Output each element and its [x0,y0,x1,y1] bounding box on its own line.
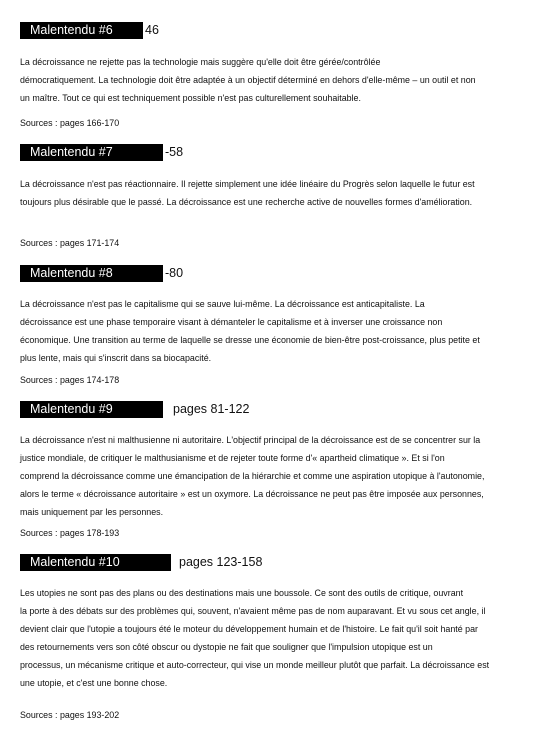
section-sources: Sources : pages 193-202 [20,710,120,720]
section-pages: pages 81-122 [173,402,250,416]
paragraph-line: La décroissance n'est pas réactionnaire. Il rejette simplement une idée linéaire du Progrès selon laquelle le futur est [20,179,475,189]
paragraph-line: comprend la décroissance comme une émancipation de la hiérarchie et comme une aspiration utopique à l'autonomie, [20,471,485,481]
paragraph-line: une utopie, et c'est une bonne chose. [20,678,168,688]
paragraph-line: plus lente, mais qui s'inscrit dans sa biocapacité. [20,353,212,363]
section-sources: Sources : pages 171-174 [20,238,120,248]
section-paragraph [20,584,535,692]
paragraph-line: économique. Une transition au terme de laquelle se dresse une économie de bien-être post-croissance, plus petite et [20,335,480,345]
paragraph-line: la porte à des débats sur des problèmes qui, souvent, n'avaient même pas de nom auparavant. Et vu sous cet angle, il [20,606,486,616]
section-title: Malentendu #7 [20,144,163,161]
section-header [20,554,262,571]
section-sources: Sources : pages 174-178 [20,375,120,385]
paragraph-line: Les utopies ne sont pas des plans ou des destinations mais une boussole. Ce sont des outils de critique, ouvrant [20,588,464,598]
section-sources: Sources : pages 178-193 [20,528,120,538]
paragraph-line: un maître. Tout ce qui est techniquement possible n'est pas culturellement souhaitable. [20,93,361,103]
section-pages: pages 123-158 [179,555,263,569]
paragraph-line: devient clair que l'utopie a toujours été le moteur du développement humain et de l'histoire. Le fait qu'il soit hanté par [20,624,478,634]
paragraph-line: mais uniquement par les personnes. [20,507,164,517]
section-paragraph [20,175,535,211]
paragraph-line: La décroissance n'est pas le capitalisme qui se sauve lui-même. La décroissance est anticapitaliste. La [20,299,425,309]
paragraph-line: des retournements vers son côté obscur ou dystopie ne fait que souligner que l'impulsion utopique est un [20,642,433,652]
paragraph-line: toujours plus désirable que le passé. La décroissance est une recherche active de nouvelles formes d'amélioration. [20,197,473,207]
section-paragraph [20,53,535,107]
section-header [20,144,183,161]
section-title: Malentendu #10 [20,554,171,571]
section-pages: -80 [165,266,184,280]
paragraph-line: alors le terme « décroissance autoritaire » est un oxymore. La décroissance ne peut pas être imposée aux personnes, [20,489,484,499]
paragraph-line: processus, un mécanisme critique et auto-correcteur, qui vise un monde meilleur plutôt que parfait. La décroissance est [20,660,490,670]
section-header [20,22,159,39]
section-paragraph [20,431,535,521]
section-header [20,401,249,418]
section-title: Malentendu #9 [20,401,163,418]
section-pages: -58 [165,145,184,159]
paragraph-line: décroissance est une phase temporaire visant à démanteler le capitalisme et à inverser une croissance non [20,317,443,327]
paragraph-line: démocratiquement. La technologie doit être adaptée à un objectif déterminé en dehors d'elle-même – un outil et non [20,75,476,85]
section-title: Malentendu #6 [20,22,143,39]
paragraph-line: La décroissance ne rejette pas la technologie mais suggère qu'elle doit être gérée/contrôlée [20,57,381,67]
paragraph-line: La décroissance n'est ni malthusienne ni autoritaire. L'objectif principal de la décroissance est de se concentrer sur la [20,435,481,445]
section-pages: 46 [145,23,159,37]
section-paragraph [20,295,535,367]
paragraph-line: justice mondiale, de critiquer le malthusianisme et de rejeter toute forme d'« apartheid climatique ». Et si l'on [20,453,445,463]
section-title: Malentendu #8 [20,265,163,282]
section-sources: Sources : pages 166-170 [20,118,120,128]
section-header [20,265,183,282]
